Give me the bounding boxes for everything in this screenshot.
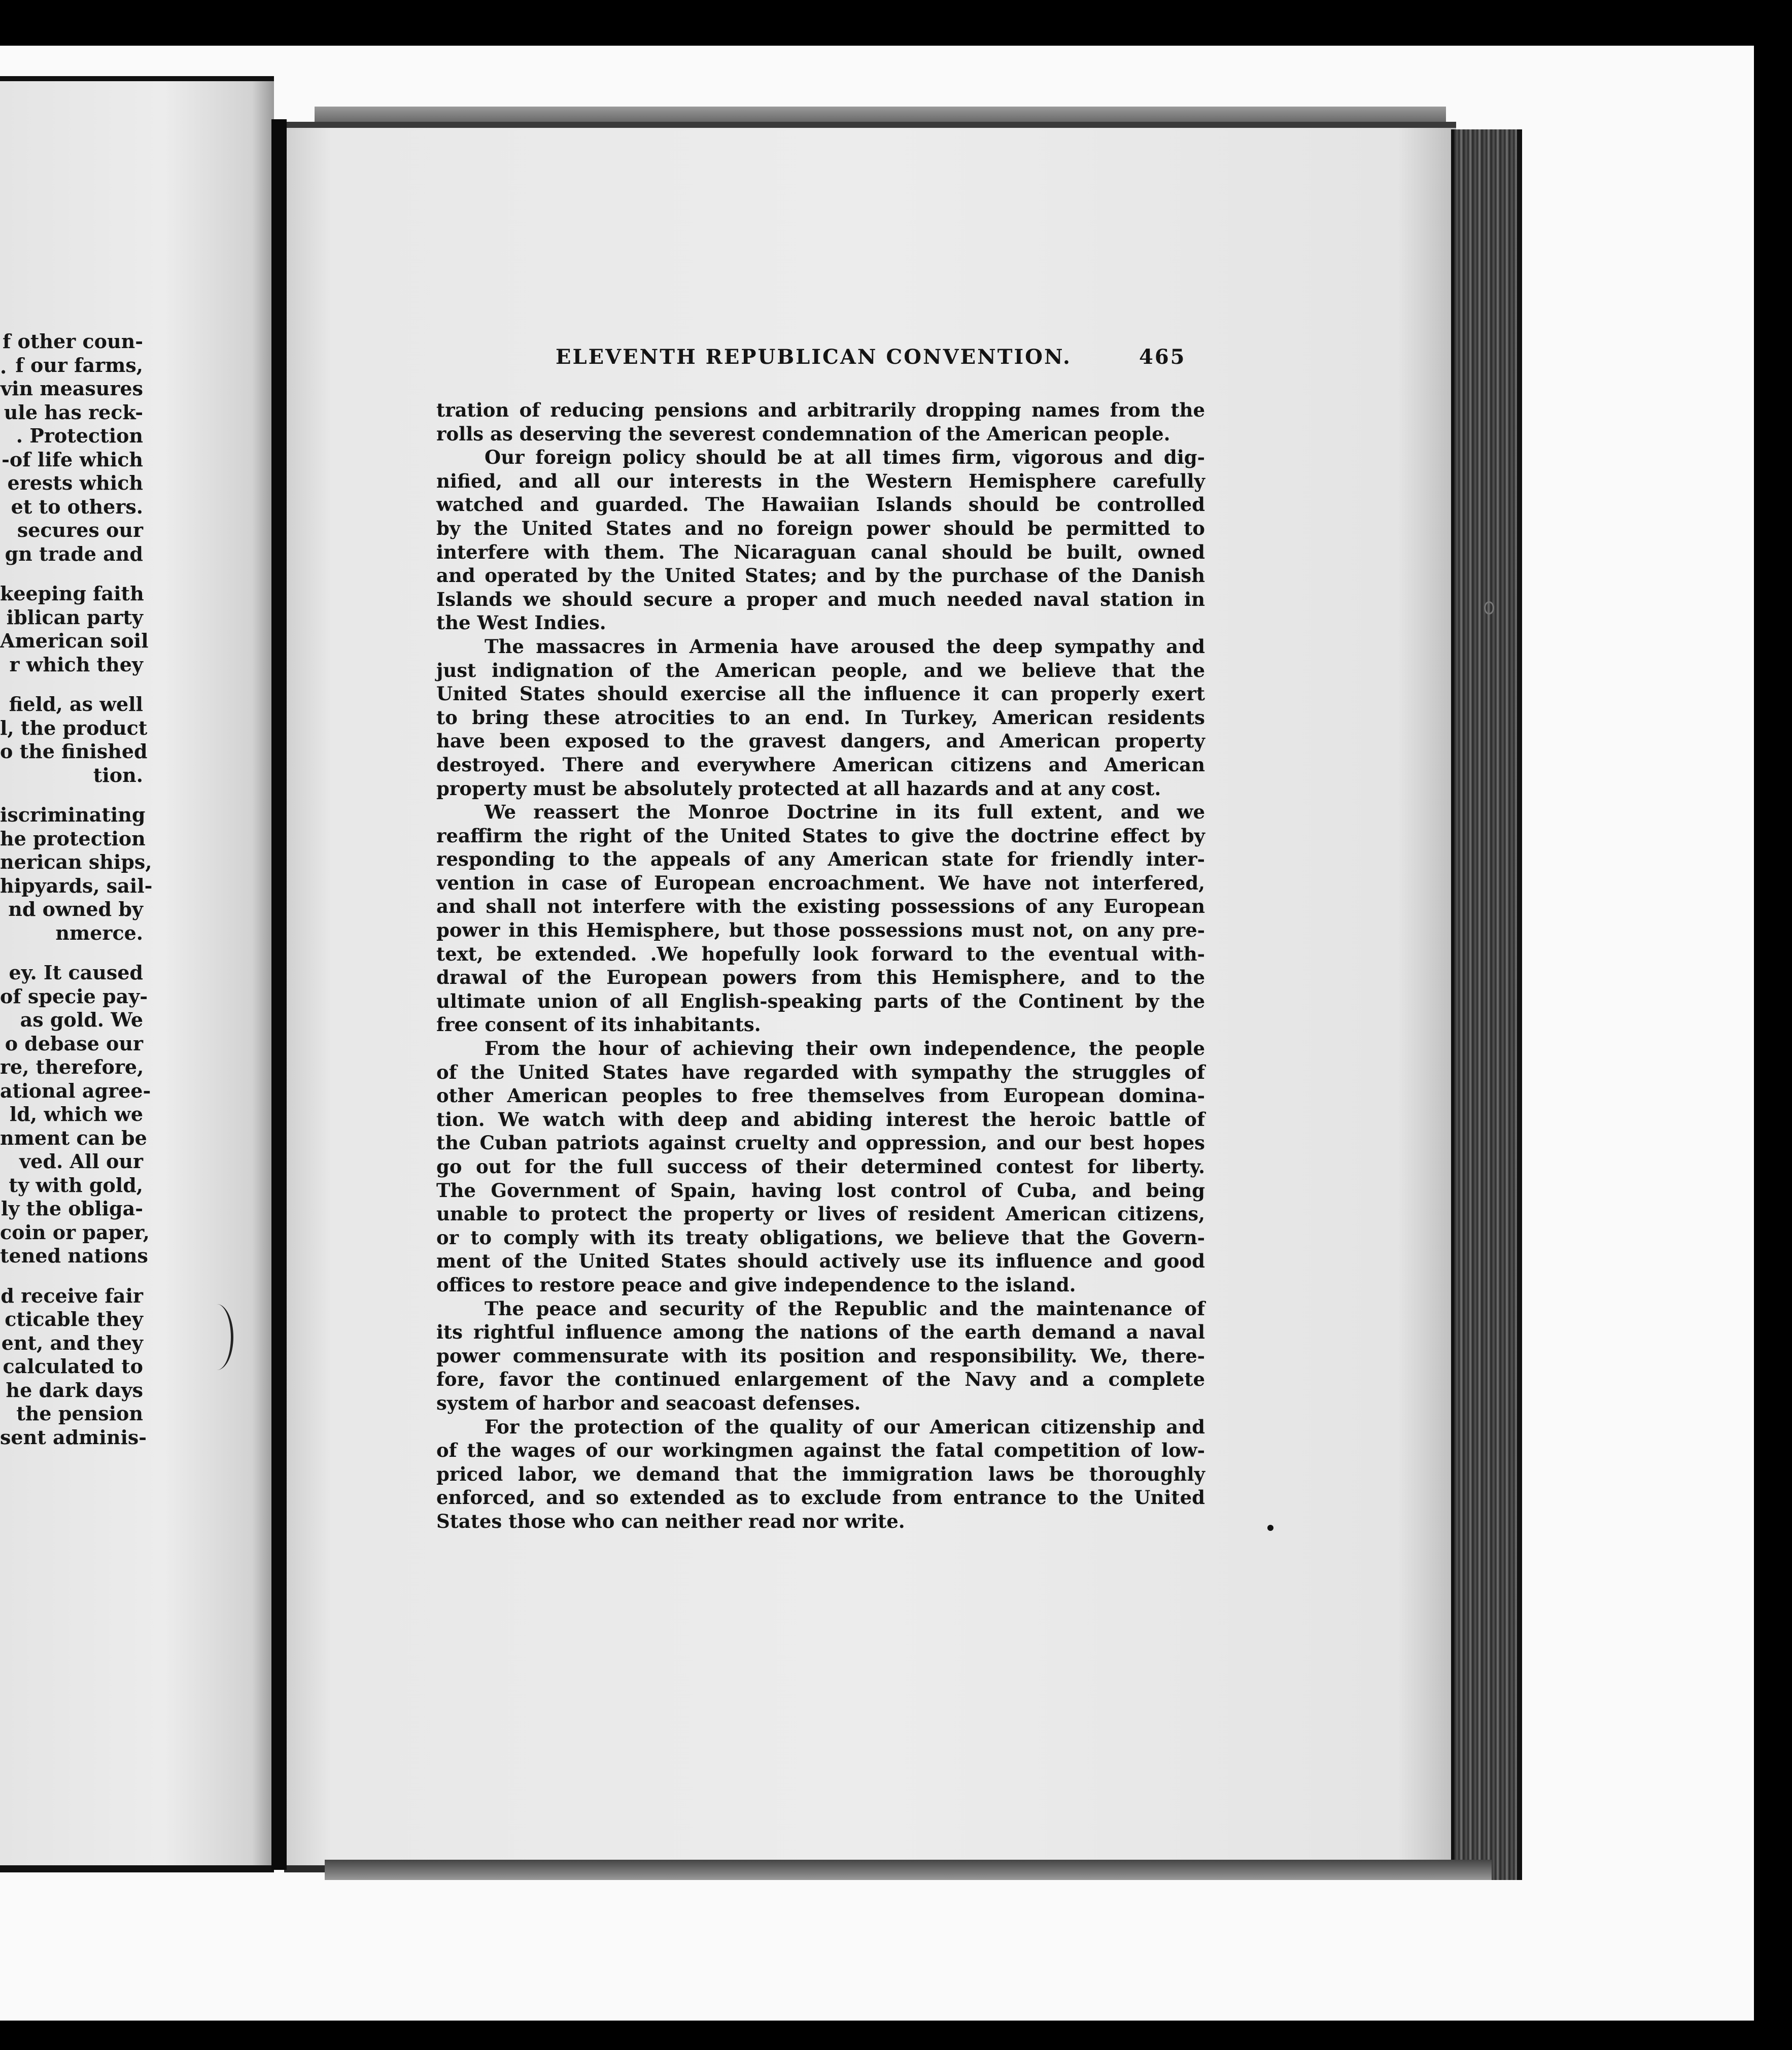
- left-text-line: ule has reck-: [4, 400, 143, 424]
- body-text: [436, 398, 1205, 1533]
- body-text-line: the Cuban patriots against cruelty and oppression, and our best hopes: [436, 1132, 1205, 1154]
- body-text-line: and operated by the United States; and by the purchase of the Danish: [436, 564, 1205, 587]
- left-text-line: ey. It caused: [9, 961, 143, 984]
- left-text-line: of specie pay-: [0, 984, 148, 1008]
- paragraph-gap: [0, 566, 143, 582]
- left-text-line: field, as well: [9, 693, 143, 715]
- left-text-line: r which they: [9, 653, 143, 676]
- body-text-line: of the wages of our workingmen against the fatal competition of low-: [436, 1439, 1205, 1462]
- body-text-line: power commensurate with its position and responsibility. We, there-: [436, 1344, 1205, 1367]
- body-text-line: watched and guarded. The Hawaiian Islands should be controlled: [436, 493, 1205, 516]
- body-text-line: or to comply with its treaty obligations, we believe that the Govern-: [436, 1226, 1205, 1249]
- body-text-line: interfere with them. The Nicaraguan canal should be built, owned: [436, 540, 1205, 563]
- left-text-line: gn trade and: [5, 542, 143, 565]
- left-text-line: vin measures: [1, 377, 143, 400]
- left-page-dot: .: [0, 355, 7, 378]
- scan-dot: [1267, 1525, 1273, 1531]
- left-text-line: iblican party: [6, 605, 143, 629]
- body-text-line: its rightful influence among the nations of the earth demand a naval: [436, 1321, 1205, 1344]
- body-text-line: property must be absolutely protected at all hazards and at any cost.: [436, 777, 1161, 800]
- body-text-line: just indignation of the American people, and we believe that the: [436, 659, 1205, 681]
- body-text-line: Our foreign policy should be at all times firm, vigorous and dig-: [485, 446, 1205, 469]
- body-text-line: other American peoples to free themselves from European domina-: [436, 1084, 1205, 1107]
- left-text-line: o debase our: [5, 1032, 143, 1055]
- left-text-line: f our farms,: [15, 353, 143, 377]
- left-text-line: cticable they: [5, 1308, 143, 1330]
- body-text-line: States those who can neither read nor write.: [436, 1510, 905, 1532]
- body-text-line: For the protection of the quality of our American citizenship and: [485, 1415, 1205, 1438]
- body-text-line: From the hour of achieving their own independence, the people: [485, 1037, 1205, 1060]
- paragraph-gap: [0, 1268, 143, 1284]
- left-text-line: erests which: [7, 471, 143, 494]
- body-text-line: free consent of its inhabitants.: [436, 1013, 761, 1036]
- left-text-line: ent, and they: [1, 1331, 143, 1354]
- left-text-line: ld, which we: [9, 1103, 143, 1125]
- body-text-line: The Government of Spain, having lost control of Cuba, and being: [436, 1179, 1205, 1202]
- left-text-line: ational agree-: [0, 1079, 151, 1102]
- left-text-line: f other coun-: [2, 330, 143, 353]
- paragraph-gap: [0, 676, 143, 693]
- body-text-line: go out for the full success of their determined contest for liberty.: [436, 1155, 1205, 1178]
- left-text-line: tion.: [93, 763, 143, 787]
- left-text-line: ty with gold,: [9, 1173, 143, 1197]
- body-text-line: tion. We watch with deep and abiding interest the heroic battle of: [436, 1108, 1205, 1131]
- left-text-line: as gold. We: [20, 1008, 143, 1031]
- body-text-line: fore, favor the continued enlargement of the Navy and a complete: [436, 1368, 1205, 1391]
- left-text-line: coin or paper,: [0, 1220, 150, 1244]
- body-text-line: vention in case of European encroachment. We have not interfered,: [436, 871, 1205, 894]
- body-text-line: drawal of the European powers from this Hemisphere, and to the: [436, 966, 1205, 989]
- book-gutter: [271, 119, 287, 1870]
- body-text-line: and shall not interfere with the existing possessions of any European: [436, 895, 1205, 918]
- left-text-line: nment can be: [0, 1126, 147, 1149]
- body-text-line: system of harbor and seacoast defenses.: [436, 1391, 861, 1414]
- left-text-line: keeping faith: [0, 582, 144, 605]
- body-text-line: offices to restore peace and give independence to the island.: [436, 1273, 1076, 1296]
- left-text-line: he protection: [0, 827, 146, 850]
- page-bottom-shadow: [325, 1860, 1492, 1880]
- body-text-line: The massacres in Armenia have aroused the deep sympathy and: [485, 635, 1205, 658]
- film-border-bottom: [0, 2021, 1792, 2050]
- body-text-line: Islands we should secure a proper and much needed naval station in: [436, 588, 1205, 610]
- left-page-text: [0, 330, 153, 1449]
- left-text-line: nd owned by: [8, 898, 143, 920]
- left-text-line: the pension: [16, 1402, 143, 1425]
- left-text-line: ly the obliga-: [1, 1197, 143, 1220]
- left-text-line: tened nations: [0, 1244, 148, 1267]
- scan-speck: [1484, 601, 1494, 614]
- body-text-line: The peace and security of the Republic and the maintenance of: [485, 1297, 1205, 1320]
- body-text-line: unable to protect the property or lives of resident American citizens,: [436, 1203, 1205, 1225]
- body-text-line: enforced, and so extended as to exclude from entrance to the United: [436, 1486, 1205, 1509]
- body-text-line: tration of reducing pensions and arbitrarily dropping names from the: [436, 399, 1205, 421]
- page-edges-block: [1451, 129, 1522, 1880]
- left-text-line: o the finished: [0, 740, 148, 763]
- body-text-line: reaffirm the right of the United States to give the doctrine effect by: [436, 824, 1205, 847]
- left-text-line: d receive fair: [1, 1284, 143, 1307]
- body-text-line: of the United States have regarded with sympathy the struggles of: [436, 1061, 1205, 1083]
- body-text-line: by the United States and no foreign power should be permitted to: [436, 517, 1205, 539]
- body-text-line: ultimate union of all English-speaking parts of the Continent by the: [436, 989, 1205, 1012]
- paragraph-gap: [0, 787, 143, 803]
- left-text-line: nmerce.: [55, 921, 143, 944]
- left-text-line: . Protection: [16, 424, 143, 447]
- page-number: 465: [1139, 345, 1186, 369]
- scan-fiber: [200, 1304, 233, 1370]
- body-text-line: responding to the appeals of any American state for friendly inter-: [436, 848, 1205, 871]
- body-text-line: priced labor, we demand that the immigration laws be thoroughly: [436, 1462, 1205, 1485]
- body-text-line: text, be extended. .We hopefully look forward to the eventual with-: [436, 942, 1205, 965]
- left-text-line: -of life which: [2, 448, 143, 471]
- body-text-line: destroyed. There and everywhere American citizens and American: [436, 753, 1205, 776]
- body-text-line: We reassert the Monroe Doctrine in its full extent, and we: [485, 801, 1205, 824]
- running-head-title: ELEVENTH REPUBLICAN CONVENTION.: [556, 345, 1072, 369]
- body-text-line: power in this Hemisphere, but those possessions must not, on any pre-: [436, 919, 1205, 942]
- left-text-line: ved. All our: [19, 1150, 143, 1173]
- left-text-line: iscriminating: [0, 803, 146, 826]
- left-text-line: et to others.: [11, 495, 143, 518]
- paragraph-gap: [0, 945, 143, 961]
- left-text-line: l, the product: [0, 716, 148, 739]
- film-border-top: [0, 0, 1792, 46]
- left-text-line: calculated to: [3, 1355, 143, 1378]
- left-text-line: re, therefore,: [0, 1055, 144, 1078]
- left-text-line: he dark days: [6, 1378, 143, 1402]
- body-text-line: have been exposed to the gravest dangers, and American property: [436, 730, 1205, 753]
- body-text-line: to bring these atrocities to an end. In Turkey, American residents: [436, 706, 1205, 729]
- body-text-line: nified, and all our interests in the Western Hemisphere carefully: [436, 469, 1205, 492]
- body-text-line: rolls as deserving the severest condemnation of the American people.: [436, 422, 1170, 445]
- left-text-line: sent adminis-: [0, 1425, 147, 1449]
- left-text-line: nerican ships,: [0, 850, 152, 873]
- left-text-line: American soil: [0, 629, 149, 652]
- body-text-line: United States should exercise all the influence it can properly exert: [436, 682, 1205, 705]
- left-text-line: hipyards, sail-: [0, 874, 153, 897]
- body-text-line: ment of the United States should actively use its influence and good: [436, 1250, 1205, 1273]
- film-border-right: [1754, 0, 1792, 2050]
- body-text-line: the West Indies.: [436, 611, 606, 634]
- left-text-line: secures our: [17, 519, 143, 541]
